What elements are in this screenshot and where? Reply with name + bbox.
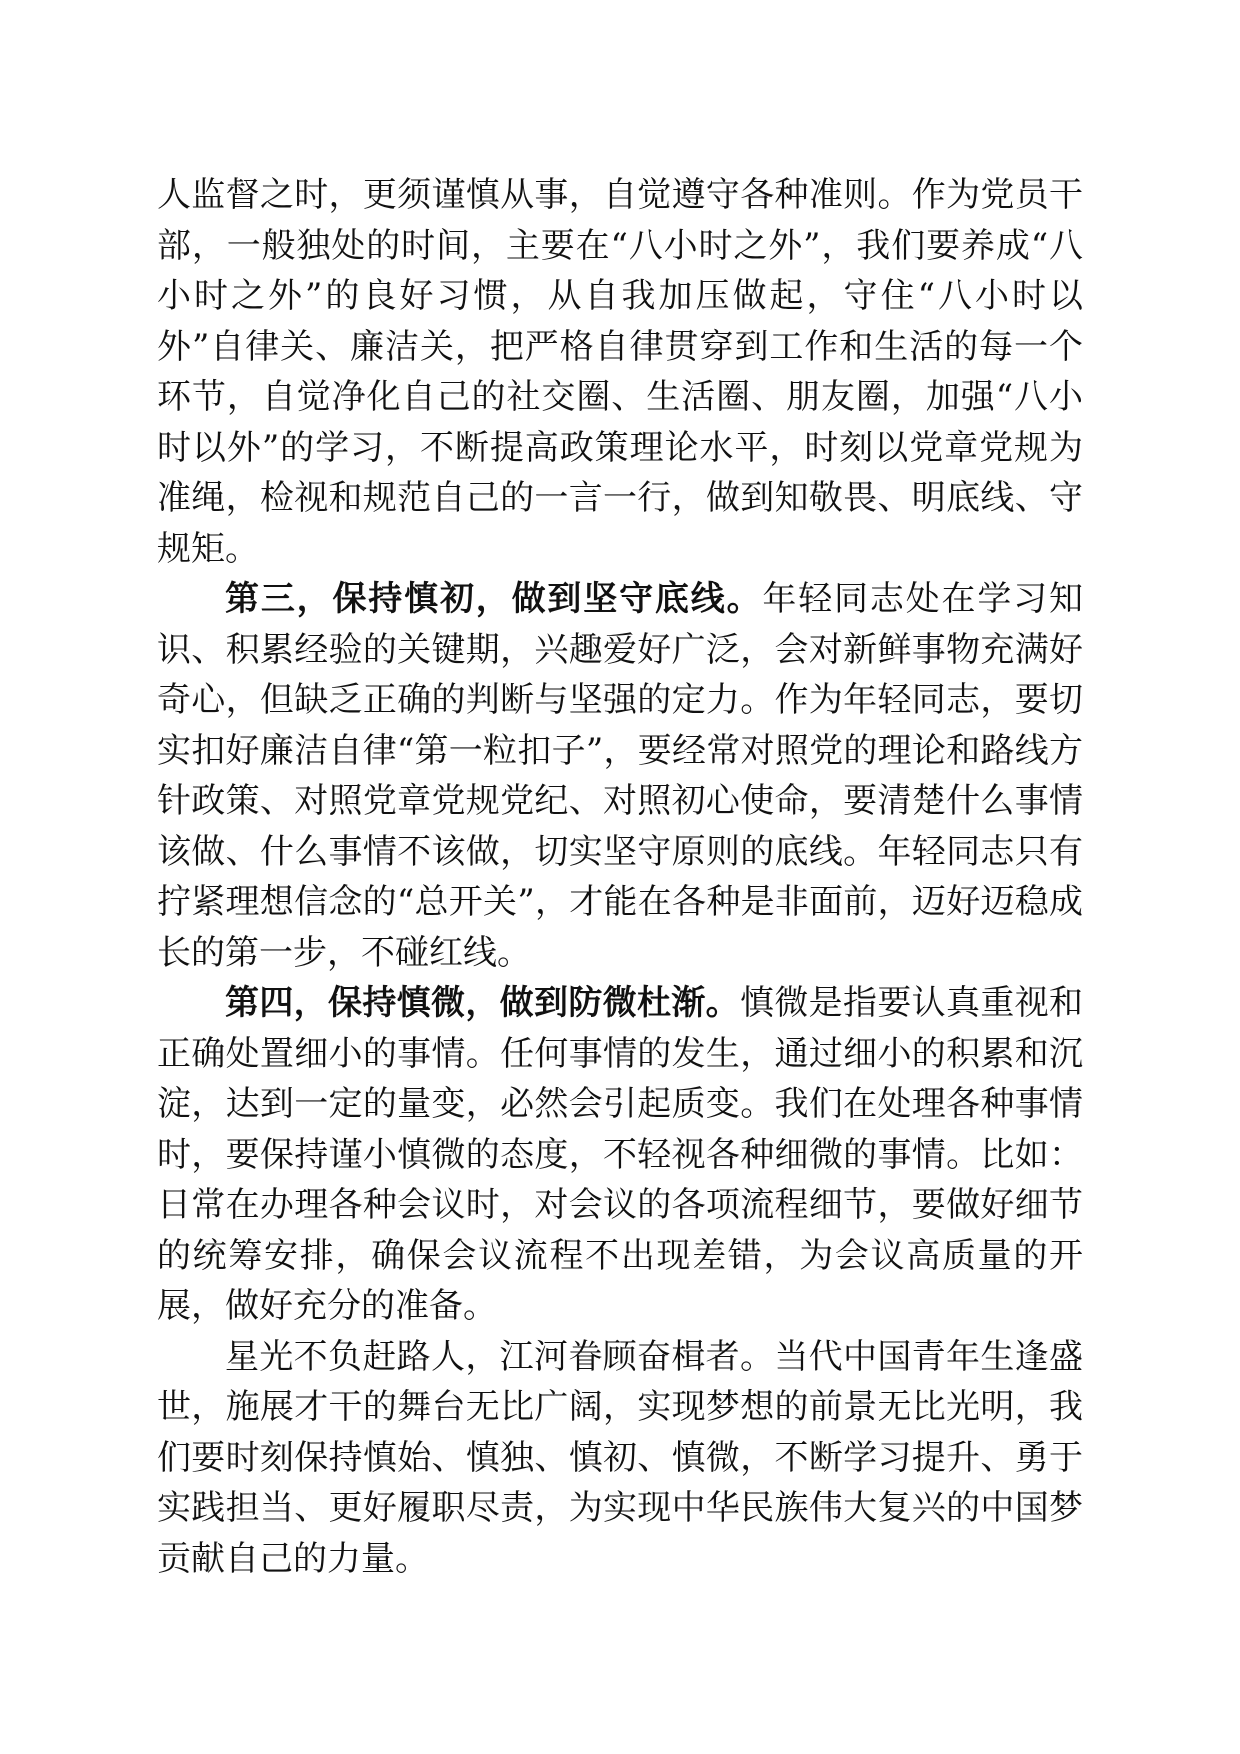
paragraph-heading: 第四，保持慎微，做到防微杜渐。	[225, 983, 740, 1023]
paragraph-2	[157, 574, 1083, 978]
document-body	[157, 170, 1083, 1584]
paragraph-text: 人监督之时，更须谨慎从事，自觉遵守各种准则。作为党员干部，一般独处的时间，主要在“八小时之外”，我们要养成“八小时之外”的良好习惯，从自我加压做起，守住“八小时以外”自律关、廉洁关，把严格自律贯穿到工作和生活的每一个环节，自觉净化自己的社交圈、生活圈、朋友圈，加强“八小时以外”的学习，不断提高政策理论水平，时刻以党章党规为准绳，检视和规范自己的一言一行，做到知敬畏、明底线、守规矩。	[157, 175, 1083, 569]
paragraph-heading: 第三，保持慎初，做到坚守底线。	[225, 579, 763, 619]
paragraph-1	[157, 170, 1083, 574]
paragraph-text: 年轻同志处在学习知识、积累经验的关键期，兴趣爱好广泛，会对新鲜事物充满好奇心，但缺乏正确的判断与坚强的定力。作为年轻同志，要切实扣好廉洁自律“第一粒扣子”，要经常对照党的理论和路线方针政策、对照党章党规党纪、对照初心使命，要清楚什么事情该做、什么事情不该做，切实坚守原则的底线。年轻同志只有拧紧理想信念的“总开关”，才能在各种是非面前，迈好迈稳成长的第一步，不碰红线。	[157, 579, 1083, 973]
paragraph-4	[157, 1332, 1083, 1585]
paragraph-text: 慎微是指要认真重视和正确处置细小的事情。任何事情的发生，通过细小的积累和沉淀，达到一定的量变，必然会引起质变。我们在处理各种事情时，要保持谨小慎微的态度，不轻视各种细微的事情。比如：日常在办理各种会议时，对会议的各项流程细节，要做好细节的统筹安排，确保会议流程不出现差错，为会议高质量的开展，做好充分的准备。	[157, 983, 1083, 1326]
paragraph-3	[157, 978, 1083, 1332]
paragraph-text: 星光不负赶路人，江河眷顾奋楫者。当代中国青年生逢盛世，施展才干的舞台无比广阔，实现梦想的前景无比光明，我们要时刻保持慎始、慎独、慎初、慎微，不断学习提升、勇于实践担当、更好履职尽责，为实现中华民族伟大复兴的中国梦贡献自己的力量。	[157, 1336, 1083, 1579]
